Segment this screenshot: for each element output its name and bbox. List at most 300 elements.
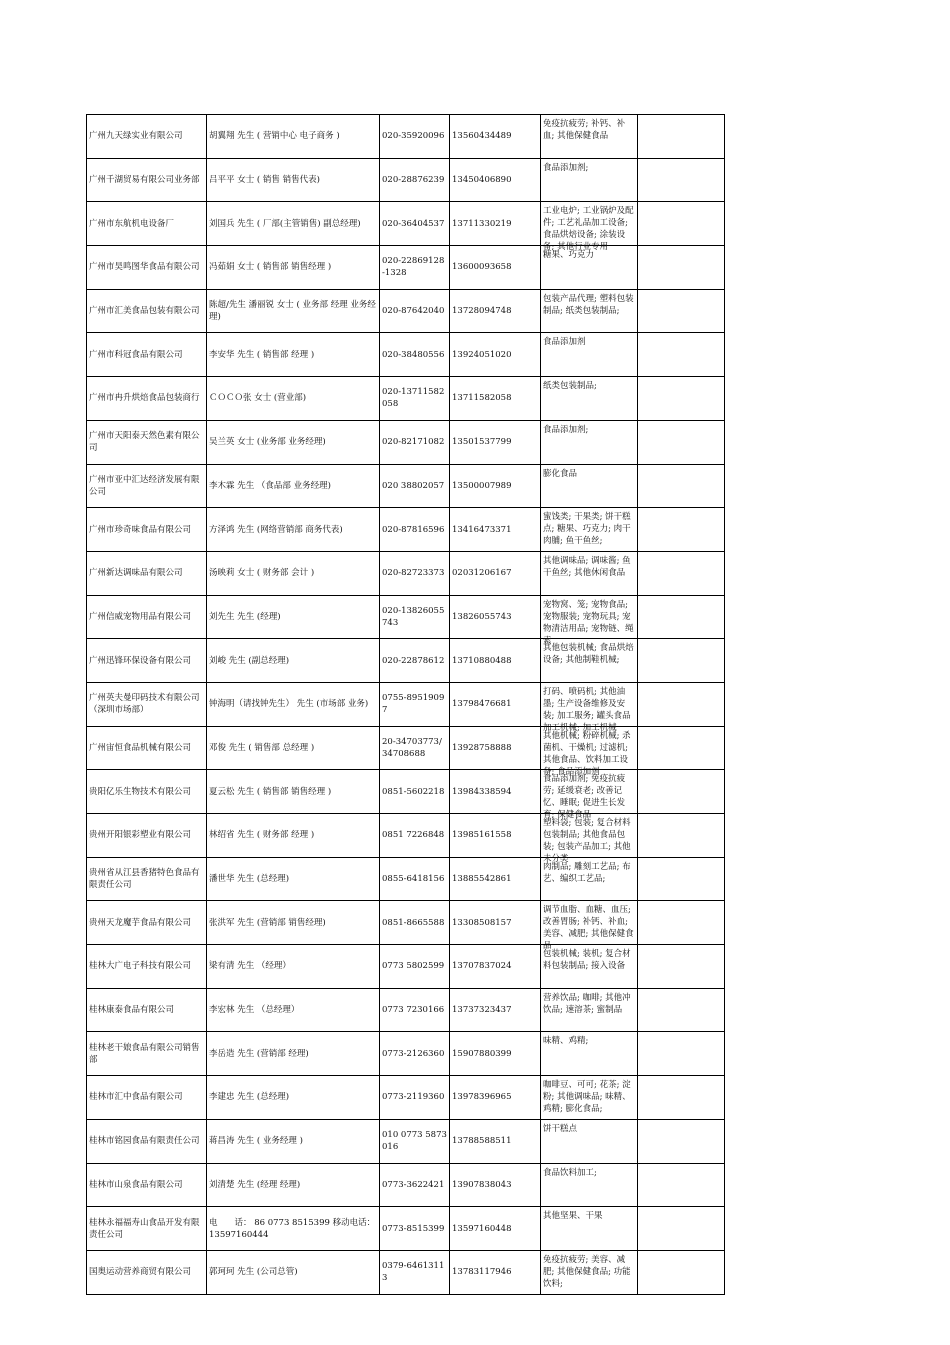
phone-cell-text: 0851-8665588	[382, 917, 445, 928]
table-row	[87, 202, 725, 246]
phone-cell	[380, 988, 450, 1032]
contact-cell	[207, 202, 380, 246]
table-row	[87, 814, 725, 858]
company-cell	[87, 901, 207, 945]
company-cell-text: 桂林康泰食品有限公司	[89, 1005, 175, 1016]
company-cell-text: 广州英夫曼印码技术有限公司（深圳市场部）	[89, 693, 200, 716]
extra-cell	[638, 1207, 725, 1251]
company-cell-text: 广州市珍奇味食品有限公司	[89, 524, 192, 535]
mobile-cell-text: 13707837024	[452, 961, 512, 972]
contact-cell-text: 郭珂珂 先生 (公司总管)	[209, 1267, 298, 1278]
phone-cell	[380, 202, 450, 246]
extra-cell	[638, 420, 725, 464]
contact-table	[86, 114, 725, 1295]
phone-cell	[380, 857, 450, 901]
contact-cell	[207, 988, 380, 1032]
products-cell-text: 食品饮料加工;	[543, 1167, 597, 1178]
mobile-cell-text: 13710880488	[452, 655, 512, 666]
company-cell	[87, 1119, 207, 1163]
table-row	[87, 945, 725, 989]
products-cell-text: 其他机械; 粉碎机械; 杀菌机、干燥机; 过滤机; 其他食品、饮料加工设备; 食品添加剂	[543, 730, 631, 777]
company-cell	[87, 595, 207, 639]
table-row	[87, 770, 725, 814]
products-cell	[541, 333, 638, 377]
company-cell-text: 桂林市山泉食品有限公司	[89, 1179, 183, 1190]
mobile-cell-text: 13500007989	[452, 480, 512, 491]
table-row	[87, 901, 725, 945]
mobile-cell	[450, 289, 541, 333]
contact-cell-text: 林绍省 先生 ( 财务部 经理 )	[209, 830, 315, 841]
contact-cell-text: 梁有清 先生 （经理）	[209, 961, 291, 972]
phone-cell-text: 010 0773 5873016	[382, 1130, 447, 1153]
products-cell-text: 打码、喷码机; 其他油墨; 生产设备维修及安装; 加工服务; 罐头食品加工机械; 加工机械	[543, 686, 631, 733]
contact-cell-text: 李木霖 先生 （食品部 业务经理)	[209, 480, 331, 491]
extra-cell	[638, 770, 725, 814]
company-cell-text: 贵州省从江县香猪特色食品有限责任公司	[89, 868, 200, 891]
company-cell-text: 广州新达调味品有限公司	[89, 568, 183, 579]
company-cell	[87, 1163, 207, 1207]
company-cell-text: 广州迅锋环保设备有限公司	[89, 655, 192, 666]
products-cell	[541, 901, 638, 952]
contact-cell	[207, 1207, 380, 1251]
products-cell	[541, 857, 638, 901]
contact-cell	[207, 289, 380, 333]
contact-cell-text: 钟海明（请找钟先生） 先生 (市场部 业务)	[209, 699, 369, 710]
table-row	[87, 246, 725, 290]
mobile-cell-text: 13924051020	[452, 349, 512, 360]
phone-cell-text: 020-22869128-1328	[382, 256, 445, 279]
phone-cell	[380, 1163, 450, 1207]
table-row	[87, 1119, 725, 1163]
company-cell-text: 桂林市铭园食品有限责任公司	[89, 1136, 200, 1147]
company-cell	[87, 682, 207, 726]
extra-cell	[638, 682, 725, 726]
contact-cell-text: 刘国兵 先生 ( 厂部(主管销售) 副总经理)	[209, 218, 361, 229]
products-cell	[541, 988, 638, 1032]
phone-cell	[380, 508, 450, 552]
mobile-cell	[450, 1076, 541, 1120]
table-row	[87, 1076, 725, 1120]
contact-cell	[207, 595, 380, 639]
products-cell-text: 免疫抗疲劳; 美容、减肥; 其他保健食品; 功能饮料;	[543, 1254, 631, 1289]
extra-cell	[638, 1250, 725, 1294]
phone-cell	[380, 420, 450, 464]
phone-cell	[380, 464, 450, 508]
table-row	[87, 857, 725, 901]
phone-cell-text: 020 38802057	[382, 480, 445, 491]
contact-cell-text: 潘世华 先生 (总经理)	[209, 874, 290, 885]
phone-cell-text: 020-82723373	[382, 568, 445, 579]
mobile-cell	[450, 1207, 541, 1251]
phone-cell	[380, 377, 450, 421]
contact-cell	[207, 639, 380, 683]
phone-cell-text: 020-13826055743	[382, 605, 445, 628]
extra-cell	[638, 115, 725, 159]
contact-cell-text: 李宏林 先生 （总经理）	[209, 1005, 300, 1016]
phone-cell	[380, 639, 450, 683]
table-row	[87, 158, 725, 202]
extra-cell	[638, 945, 725, 989]
phone-cell	[380, 1207, 450, 1251]
products-cell-text: 其他坚果、干果	[543, 1211, 603, 1222]
mobile-cell-text: 15907880399	[452, 1048, 512, 1059]
contact-cell	[207, 1032, 380, 1076]
products-cell-text: 食品添加剂	[543, 337, 586, 348]
contact-cell	[207, 857, 380, 901]
contact-cell	[207, 420, 380, 464]
mobile-cell	[450, 595, 541, 639]
table-row	[87, 726, 725, 770]
contact-cell-text: 电 话： 86 0773 8515399 移动电话：13597160444	[209, 1217, 376, 1240]
contact-cell-text: 胡翼翔 先生 ( 营销中心 电子商务 )	[209, 131, 340, 142]
phone-cell-text: 0773 7230166	[382, 1005, 445, 1016]
company-cell-text: 桂林永福福寿山食品开发有限责任公司	[89, 1217, 200, 1240]
company-cell	[87, 814, 207, 858]
mobile-cell	[450, 1163, 541, 1207]
products-cell	[541, 1076, 638, 1120]
contact-cell	[207, 726, 380, 770]
products-cell-text: 食品添加剂;	[543, 162, 589, 173]
mobile-cell	[450, 202, 541, 246]
contact-cell	[207, 945, 380, 989]
contact-cell	[207, 1163, 380, 1207]
mobile-cell-text: 13907838043	[452, 1179, 512, 1190]
phone-cell-text: 0773-8515399	[382, 1223, 445, 1234]
phone-cell	[380, 1119, 450, 1163]
mobile-cell	[450, 115, 541, 159]
company-cell-text: 广州市昊鸣图华食品有限公司	[89, 262, 200, 273]
products-cell-text: 膨化食品	[543, 468, 578, 479]
company-cell	[87, 464, 207, 508]
extra-cell	[638, 202, 725, 246]
contact-cell-text: 刘先生 先生 (经理)	[209, 611, 281, 622]
phone-cell	[380, 551, 450, 595]
mobile-cell-text: 13597160448	[452, 1223, 512, 1234]
products-cell	[541, 1250, 638, 1294]
phone-cell-text: 020-82171082	[382, 437, 445, 448]
table-row	[87, 682, 725, 726]
products-cell-text: 食品添加剂; 免疫抗疲劳; 延缓衰老; 改善记忆、睡眠; 促进生长发育; 保健食品	[543, 774, 626, 821]
phone-cell	[380, 1032, 450, 1076]
extra-cell	[638, 1119, 725, 1163]
company-cell-text: 广州市天阳泰天然色素有限公司	[89, 431, 200, 454]
phone-cell-text: 0755-89519097	[382, 693, 445, 716]
products-cell	[541, 551, 638, 595]
phone-cell-text: 020-13711582058	[382, 387, 445, 410]
products-cell	[541, 595, 638, 646]
products-cell-text: 包装机械; 装机; 复合材料包装制品; 接入设备	[543, 949, 631, 972]
mobile-cell-text: 13985161558	[452, 830, 512, 841]
products-cell-text: 肉制品; 雕刻工艺品; 布艺、编织工艺品;	[543, 861, 631, 884]
table-row	[87, 508, 725, 552]
company-cell-text: 贵州开阳银彩塑业有限公司	[89, 830, 192, 841]
table-row	[87, 551, 725, 595]
extra-cell	[638, 1163, 725, 1207]
table-row	[87, 1250, 725, 1294]
table-row	[87, 1032, 725, 1076]
table-row	[87, 595, 725, 639]
extra-cell	[638, 726, 725, 770]
mobile-cell	[450, 1032, 541, 1076]
contact-cell-text: 李安华 先生 ( 销售部 经理 )	[209, 349, 315, 360]
table-row	[87, 464, 725, 508]
products-cell-text: 工业电炉; 工业锅炉及配件; 工艺礼品加工设备; 食品烘焙设备; 涂装设备; 其他行业专用	[543, 206, 634, 253]
mobile-cell	[450, 464, 541, 508]
company-cell	[87, 770, 207, 814]
phone-cell	[380, 1076, 450, 1120]
products-cell	[541, 682, 638, 733]
company-cell-text: 国奥运动营养商贸有限公司	[89, 1267, 192, 1278]
extra-cell	[638, 508, 725, 552]
mobile-cell-text: 13978396965	[452, 1092, 512, 1103]
table-row	[87, 1163, 725, 1207]
phone-cell-text: 020-87816596	[382, 524, 445, 535]
table-body	[87, 115, 725, 1295]
mobile-cell	[450, 420, 541, 464]
mobile-cell-text: 13783117946	[452, 1267, 512, 1278]
company-cell	[87, 726, 207, 770]
table-row	[87, 639, 725, 683]
products-cell-text: 食品添加剂;	[543, 424, 589, 435]
phone-cell	[380, 682, 450, 726]
mobile-cell	[450, 814, 541, 858]
mobile-cell	[450, 901, 541, 945]
company-cell	[87, 246, 207, 290]
phone-cell	[380, 770, 450, 814]
products-cell	[541, 158, 638, 202]
products-cell-text: 宠物窝、笼; 宠物食品; 宠物服装; 宠物玩具; 宠物清洁用品; 宠物链、绳索	[543, 599, 634, 646]
extra-cell	[638, 464, 725, 508]
company-cell-text: 贵阳亿乐生物技术有限公司	[89, 786, 192, 797]
contact-cell	[207, 508, 380, 552]
mobile-cell-text: 13308508157	[452, 917, 512, 928]
company-cell	[87, 1250, 207, 1294]
table-row	[87, 377, 725, 421]
contact-cell-text: 冯茹娟 女士 ( 销售部 销售经理 )	[209, 262, 332, 273]
company-cell	[87, 857, 207, 901]
contact-cell	[207, 377, 380, 421]
extra-cell	[638, 988, 725, 1032]
contact-cell-text: 邓俊 先生 ( 销售部 总经理 )	[209, 742, 315, 753]
mobile-cell-text: 13600093658	[452, 262, 512, 273]
contact-cell-text: 李建忠 先生 (总经理)	[209, 1092, 290, 1103]
products-cell	[541, 1032, 638, 1076]
contact-cell-text: 陈超/先生 潘丽锐 女士 ( 业务部 经理 业务经理)	[209, 300, 376, 323]
phone-cell-text: 020-22878612	[382, 655, 445, 666]
phone-cell-text: 020-36404537	[382, 218, 445, 229]
table-row	[87, 289, 725, 333]
company-cell	[87, 1207, 207, 1251]
company-cell	[87, 377, 207, 421]
products-cell-text: 其他包装机械; 食品烘焙设备; 其他制鞋机械;	[543, 643, 634, 666]
company-cell	[87, 202, 207, 246]
mobile-cell-text: 13416473371	[452, 524, 512, 535]
products-cell	[541, 246, 638, 290]
extra-cell	[638, 158, 725, 202]
products-cell-text: 味精、鸡精;	[543, 1036, 589, 1047]
phone-cell-text: 0855-6418156	[382, 874, 445, 885]
contact-cell-text: 蒋昌涛 先生 ( 业务经理 )	[209, 1136, 303, 1147]
company-cell	[87, 508, 207, 552]
products-cell	[541, 726, 638, 777]
company-cell-text: 广州市冉升烘焙食品包装商行	[89, 393, 200, 404]
phone-cell	[380, 333, 450, 377]
contact-cell	[207, 1250, 380, 1294]
phone-cell-text: 0379-64613113	[382, 1261, 445, 1284]
table-row	[87, 420, 725, 464]
phone-cell-text: 020-38480556	[382, 349, 445, 360]
company-cell-text: 广州九天绿实业有限公司	[89, 131, 183, 142]
phone-cell-text: 0773-3622421	[382, 1179, 445, 1190]
mobile-cell-text: 13711330219	[452, 218, 512, 229]
contact-cell	[207, 770, 380, 814]
phone-cell	[380, 158, 450, 202]
products-cell	[541, 814, 638, 864]
phone-cell	[380, 726, 450, 770]
mobile-cell	[450, 333, 541, 377]
mobile-cell	[450, 1250, 541, 1294]
extra-cell	[638, 1076, 725, 1120]
contact-cell	[207, 158, 380, 202]
extra-cell	[638, 814, 725, 858]
contact-cell	[207, 464, 380, 508]
contact-cell-text: ＣＯＣＯ张 女士 (营业部)	[209, 393, 307, 404]
products-cell-text: 咖啡豆、可可; 花茶; 淀粉; 其他调味品; 味精、鸡精; 膨化食品;	[543, 1080, 631, 1115]
company-cell-text: 广州千湖贸易有限公司业务部	[89, 175, 200, 186]
extra-cell	[638, 333, 725, 377]
company-cell	[87, 551, 207, 595]
contact-cell-text: 夏云松 先生 ( 销售部 销售经理 )	[209, 786, 332, 797]
contact-cell	[207, 115, 380, 159]
mobile-cell-text: 13450406890	[452, 175, 512, 186]
mobile-cell-text: 13560434489	[452, 131, 512, 142]
mobile-cell-text: 13501537799	[452, 437, 512, 448]
phone-cell	[380, 814, 450, 858]
products-cell-text: 纸类包装制品;	[543, 381, 597, 392]
mobile-cell	[450, 1119, 541, 1163]
table-row	[87, 333, 725, 377]
mobile-cell	[450, 508, 541, 552]
mobile-cell	[450, 551, 541, 595]
products-cell	[541, 1207, 638, 1251]
mobile-cell	[450, 857, 541, 901]
company-cell-text: 桂林大广电子科技有限公司	[89, 961, 192, 972]
company-cell	[87, 333, 207, 377]
contact-cell-text: 张洪军 先生 (营销部 销售经理)	[209, 917, 326, 928]
products-cell	[541, 420, 638, 464]
mobile-cell-text: 02031206167	[452, 568, 512, 579]
extra-cell	[638, 595, 725, 639]
products-cell	[541, 1119, 638, 1163]
products-cell	[541, 115, 638, 159]
products-cell-text: 蜜饯类; 干果类; 饼干糕点; 糖果、巧克力; 肉干肉脯; 鱼干鱼丝;	[543, 512, 631, 547]
products-cell	[541, 1163, 638, 1207]
company-cell	[87, 115, 207, 159]
phone-cell	[380, 246, 450, 290]
contact-cell	[207, 682, 380, 726]
mobile-cell-text: 13885542861	[452, 874, 512, 885]
contact-cell-text: 刘清楚 先生 (经理 经理)	[209, 1179, 301, 1190]
products-cell-text: 糖果、巧克力	[543, 250, 595, 261]
contact-cell	[207, 246, 380, 290]
mobile-cell	[450, 988, 541, 1032]
phone-cell	[380, 115, 450, 159]
company-cell-text: 广州市亚中汇达经济发展有限公司	[89, 474, 200, 497]
contact-cell-text: 李岳造 先生 (营销部 经理)	[209, 1048, 309, 1059]
company-cell	[87, 988, 207, 1032]
products-cell	[541, 289, 638, 333]
contact-cell-text: 吕平平 女士 ( 销售 销售代表)	[209, 175, 320, 186]
mobile-cell	[450, 770, 541, 814]
contact-cell	[207, 333, 380, 377]
company-cell-text: 桂林市汇中食品有限公司	[89, 1092, 183, 1103]
mobile-cell-text: 13711582058	[452, 393, 512, 404]
products-cell	[541, 377, 638, 421]
mobile-cell-text: 13728094748	[452, 306, 512, 317]
contact-cell	[207, 901, 380, 945]
company-cell-text: 广州市科冠食品有限公司	[89, 349, 183, 360]
phone-cell	[380, 945, 450, 989]
mobile-cell-text: 13798476681	[452, 699, 512, 710]
mobile-cell	[450, 158, 541, 202]
extra-cell	[638, 246, 725, 290]
mobile-cell	[450, 726, 541, 770]
mobile-cell	[450, 945, 541, 989]
products-cell	[541, 945, 638, 989]
mobile-cell	[450, 682, 541, 726]
extra-cell	[638, 901, 725, 945]
table-row	[87, 115, 725, 159]
contact-cell-text: 方泽鸿 先生 (网络营销部 商务代表)	[209, 524, 343, 535]
company-cell	[87, 420, 207, 464]
extra-cell	[638, 857, 725, 901]
extra-cell	[638, 289, 725, 333]
company-cell	[87, 639, 207, 683]
phone-cell-text: 020-35920096	[382, 131, 445, 142]
products-cell-text: 其他调味品; 调味酱; 鱼干鱼丝; 其他休闲食品	[543, 555, 631, 578]
products-cell	[541, 464, 638, 508]
mobile-cell-text: 13928758888	[452, 742, 512, 753]
contact-cell	[207, 1076, 380, 1120]
mobile-cell	[450, 246, 541, 290]
phone-cell-text: 0851 7226848	[382, 830, 445, 841]
mobile-cell-text: 13826055743	[452, 611, 512, 622]
products-cell-text: 饼干糕点	[543, 1123, 578, 1134]
phone-cell	[380, 1250, 450, 1294]
company-cell	[87, 1076, 207, 1120]
table-row	[87, 988, 725, 1032]
phone-cell	[380, 901, 450, 945]
contact-cell	[207, 1119, 380, 1163]
contact-cell	[207, 551, 380, 595]
extra-cell	[638, 551, 725, 595]
products-cell-text: 塑料袋; 包装; 复合材料包装制品; 其他食品包装; 包装产品加工; 其他未分类	[543, 818, 631, 864]
phone-cell	[380, 289, 450, 333]
products-cell	[541, 202, 638, 253]
phone-cell-text: 20-34703773/34708688	[382, 736, 442, 759]
company-cell-text: 桂林老干娘食品有限公司销售部	[89, 1042, 200, 1065]
company-cell	[87, 158, 207, 202]
products-cell-text: 调节血脂、血糖、血压; 改善胃肠; 补钙、补血; 美容、减肥; 其他保健食品	[543, 905, 634, 952]
company-cell-text: 广州宙恒食品机械有限公司	[89, 742, 192, 753]
products-cell	[541, 770, 638, 821]
mobile-cell-text: 13788588511	[452, 1136, 512, 1147]
mobile-cell	[450, 639, 541, 683]
contact-cell-text: 汤映莉 女士 ( 财务部 会计 )	[209, 568, 315, 579]
contact-cell-text: 刘峻 先生 (副总经理)	[209, 655, 290, 666]
phone-cell-text: 0773-2126360	[382, 1048, 445, 1059]
extra-cell	[638, 639, 725, 683]
